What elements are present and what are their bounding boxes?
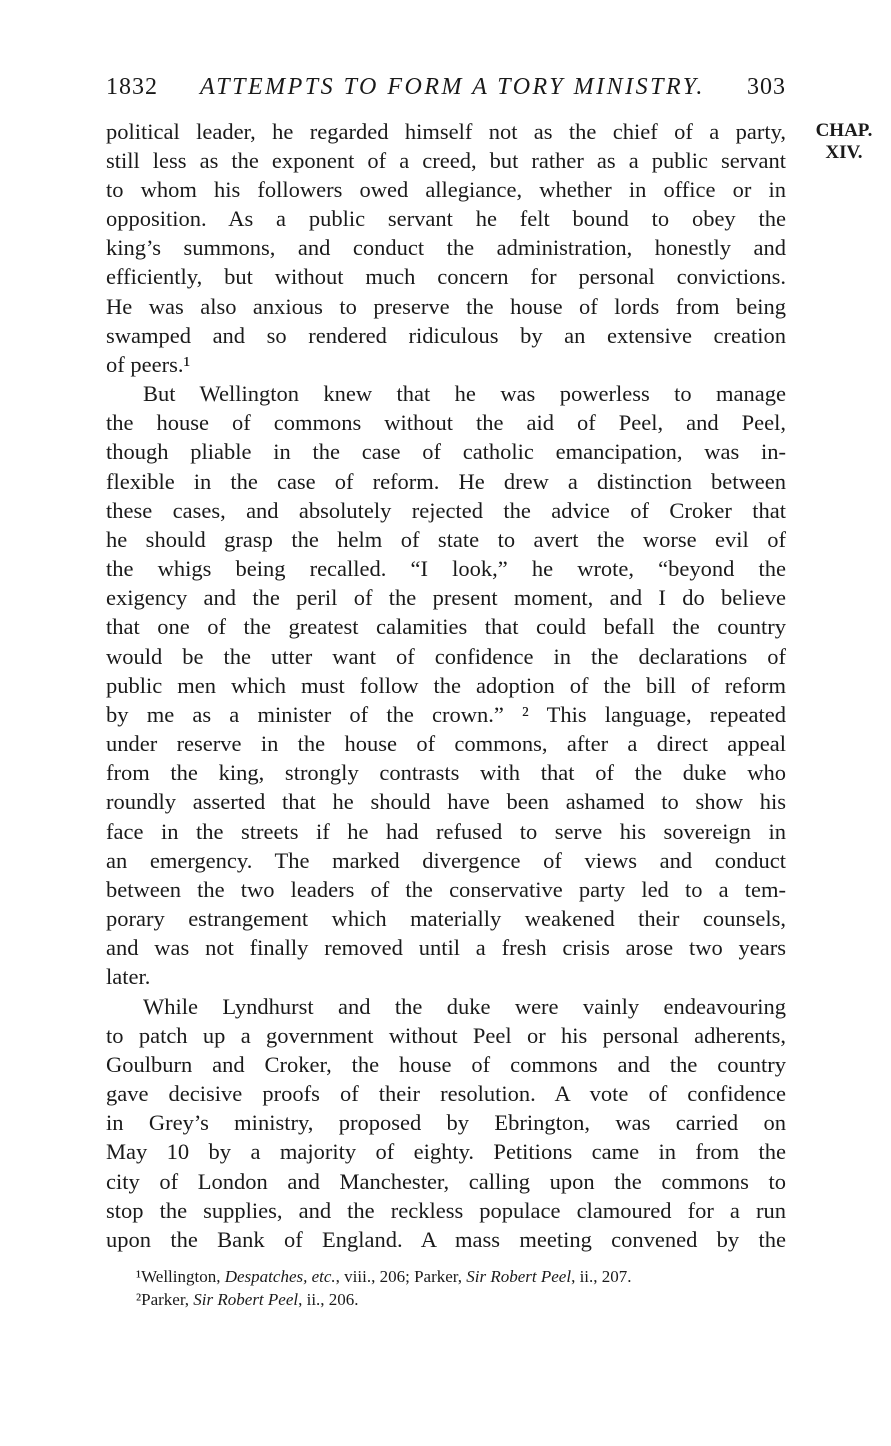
chapter-margin-note bbox=[802, 120, 886, 164]
footnote-2: ²Parker, Sir Robert Peel, ii., 206. bbox=[136, 1290, 359, 1309]
text-line: these cases, and absolutely rejected the advice of Croker that bbox=[106, 498, 786, 523]
text-line: stop the supplies, and the reckless populace clamoured for a run bbox=[106, 1198, 786, 1223]
footnote-1: ¹Wellington, Despatches, etc., viii., 206; Parker, Sir Robert Peel, ii., 207. bbox=[136, 1267, 632, 1286]
chapter-label: CHAP. bbox=[815, 120, 873, 141]
running-head-year: 1832 bbox=[106, 74, 158, 100]
footnote-title: Sir Robert Peel bbox=[193, 1290, 299, 1309]
text-line: in Grey’s ministry, proposed by Ebrington, was carried on bbox=[106, 1110, 786, 1135]
text-line: gave decisive proofs of their resolution. A vote of confidence bbox=[106, 1081, 786, 1106]
text-line: face in the streets if he had refused to serve his sovereign in bbox=[106, 819, 786, 844]
text-line: to whom his followers owed allegiance, whether in office or in bbox=[106, 177, 786, 202]
running-head bbox=[106, 70, 786, 104]
text-line: by me as a minister of the crown.” ² This language, repeated bbox=[106, 702, 786, 727]
text-line: of peers.¹ bbox=[106, 352, 191, 377]
paragraph-start: While Lyndhurst and the duke were vainly endeavouring bbox=[143, 994, 786, 1019]
text-line: Goulburn and Croker, the house of commons and the country bbox=[106, 1052, 786, 1077]
text-line: under reserve in the house of commons, after a direct appeal bbox=[106, 731, 786, 756]
text-line: opposition. As a public servant he felt bound to obey the bbox=[106, 206, 786, 231]
footnote-marker: ² bbox=[136, 1290, 142, 1309]
chapter-number: XIV. bbox=[825, 142, 863, 163]
text-line: exigency and the peril of the present moment, and I do believe bbox=[106, 585, 786, 610]
text-line: swamped and so rendered ridiculous by an extensive creation bbox=[106, 323, 786, 348]
text-line: political leader, he regarded himself not as the chief of a party, bbox=[106, 119, 786, 144]
text-line: would be the utter want of confidence in the declarations of bbox=[106, 644, 786, 669]
text-line: he should grasp the helm of state to avert the worse evil of bbox=[106, 527, 786, 552]
text-line: king’s summons, and conduct the administration, honestly and bbox=[106, 235, 786, 260]
text-line: porary estrangement which materially weakened their counsels, bbox=[106, 906, 786, 931]
running-head-title: ATTEMPTS TO FORM A TORY MINISTRY. bbox=[200, 74, 705, 100]
text-line: still less as the exponent of a creed, but rather as a public servant bbox=[106, 148, 786, 173]
text-line: to patch up a government without Peel or his personal adherents, bbox=[106, 1023, 786, 1048]
text-line: between the two leaders of the conservative party led to a tem- bbox=[106, 877, 786, 902]
text-line: from the king, strongly contrasts with that of the duke who bbox=[106, 760, 786, 785]
footnote-title: Sir Robert Peel bbox=[466, 1267, 572, 1286]
page-number: 303 bbox=[747, 74, 786, 100]
text-line: though pliable in the case of catholic emancipation, was in- bbox=[106, 439, 786, 464]
text-line: and was not finally removed until a fresh crisis arose two years bbox=[106, 935, 786, 960]
text-line: efficiently, but without much concern for personal convictions. bbox=[106, 264, 786, 289]
text-line: public men which must follow the adoption of the bill of reform bbox=[106, 673, 786, 698]
footnote-title: Despatches, etc. bbox=[224, 1267, 336, 1286]
text-line: flexible in the case of reform. He drew a distinction between bbox=[106, 469, 786, 494]
paragraph-start: But Wellington knew that he was powerless to manage bbox=[143, 381, 786, 406]
text-line: city of London and Manchester, calling upon the commons to bbox=[106, 1169, 786, 1194]
text-line: He was also anxious to preserve the house of lords from being bbox=[106, 294, 786, 319]
text-line: roundly asserted that he should have been ashamed to show his bbox=[106, 789, 786, 814]
text-line: that one of the greatest calamities that could befall the country bbox=[106, 614, 786, 639]
footnote-marker: ¹ bbox=[136, 1267, 142, 1286]
text-line: an emergency. The marked divergence of views and conduct bbox=[106, 848, 786, 873]
text-line: the house of commons without the aid of Peel, and Peel, bbox=[106, 410, 786, 435]
text-line: later. bbox=[106, 964, 151, 989]
text-line: upon the Bank of England. A mass meeting convened by the bbox=[106, 1227, 786, 1252]
text-line: the whigs being recalled. “I look,” he wrote, “beyond the bbox=[106, 556, 786, 581]
text-line: May 10 by a majority of eighty. Petitions came in from the bbox=[106, 1139, 786, 1164]
